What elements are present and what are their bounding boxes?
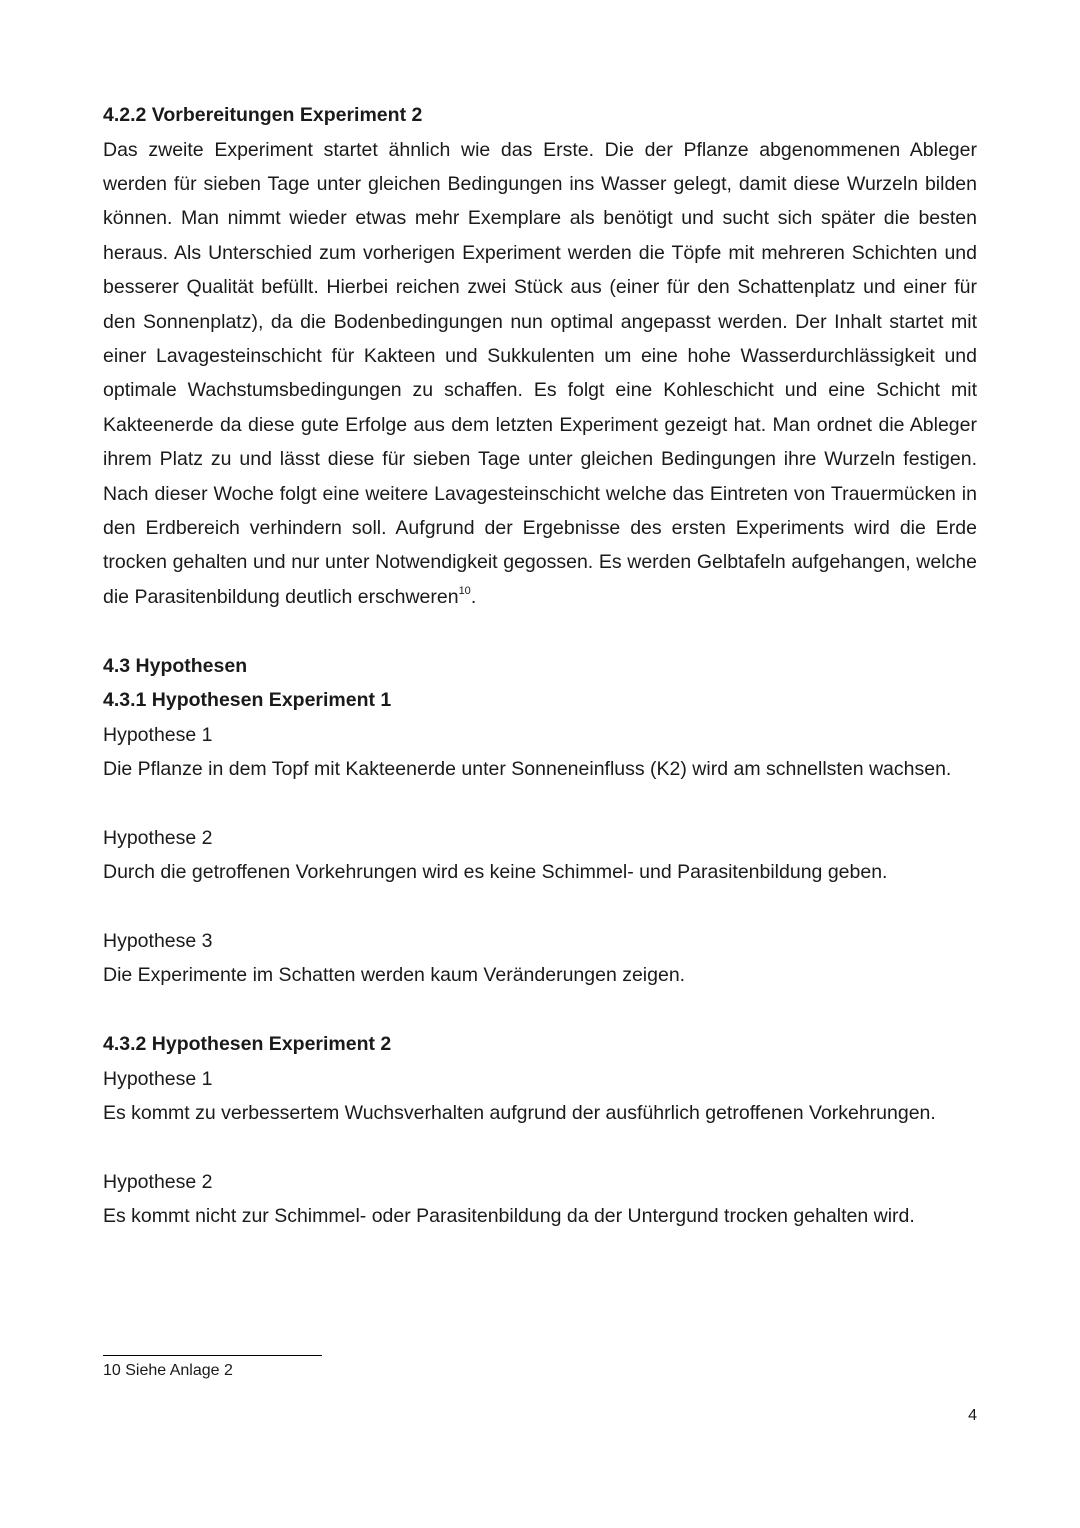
- hypothesis-text: Es kommt nicht zur Schimmel- oder Parasitenbildung da der Untergund trocken gehalten wird.: [103, 1205, 915, 1228]
- hypothesis-text: Die Experimente im Schatten werden kaum Veränderungen zeigen.: [103, 964, 686, 987]
- page-number: 4: [968, 1407, 977, 1424]
- section-heading-4-3: 4.3 Hypothesen: [103, 654, 248, 677]
- section-heading-4-2-2: 4.2.2 Vorbereitungen Experiment 2: [103, 104, 423, 126]
- footnote: 10 Siehe Anlage 2: [103, 1362, 233, 1379]
- section-paragraph: [103, 133, 977, 615]
- subsection-heading-4-3-2: 4.3.2 Hypothesen Experiment 2: [103, 1033, 392, 1056]
- hypothesis-label: Hypothese 2: [103, 1170, 213, 1193]
- footnote-reference: 10: [458, 584, 471, 597]
- paragraph-text: Das zweite Experiment startet ähnlich wie das Erste. Die der Pflanze abgenommenen Ableger werden für sieben Tage unter gleichen Bedingungen ins Wasser gelegt, damit diese Wurzeln bilden können. Man nimmt wieder etwas mehr Exemplare als benötigt und sucht sich später die besten heraus. Als Unterschied zum vorherigen Experiment werden die Töpfe mit mehreren Schichten und besserer Qualität befüllt. Hierbei reichen zwei Stück aus (einer für den Schattenplatz und einer für den Sonnenplatz), da die Bodenbedingungen nun optimal angepasst werden. Der Inhalt startet mit einer Lavagesteinschicht für Kakteen und Sukkulenten um eine hohe Wasserdurchlässigkeit und optimale Wachstumsbedingungen zu schaffen. Es folgt eine Kohleschicht und eine Schicht mit Kakteenerde da diese gute Erfolge aus dem letzten Experiment gezeigt hat. Man ordnet die Ableger ihrem Platz zu und lässt diese für sieben Tage unter gleichen Bedingungen ihre Wurzeln festigen. Nach dieser Woche folgt eine weitere Lavagesteinschicht welche das Eintreten von Trauermücken in den Erdbereich verhindern soll. Aufgrund der Ergebnisse des ersten Experiments wird die Erde trocken gehalten und nur unter Notwendigkeit gegossen. Es werden Gelbtafeln aufgehangen, welche die Parasitenbildung deutlich erschweren: [103, 138, 977, 608]
- hypothesis-text: Es kommt zu verbessertem Wuchsverhalten aufgrund der ausführlich getroffenen Vorkehrungen.: [103, 1102, 936, 1125]
- subsection-heading-4-3-1: 4.3.1 Hypothesen Experiment 1: [103, 689, 392, 712]
- hypothesis-label: Hypothese 1: [103, 723, 213, 746]
- page-content: [103, 98, 977, 1234]
- footnote-divider: [103, 1355, 322, 1356]
- paragraph-end: .: [470, 585, 477, 608]
- hypothesis-label: Hypothese 3: [103, 929, 213, 952]
- hypothesis-label: Hypothese 1: [103, 1067, 213, 1090]
- hypothesis-text: Durch die getroffenen Vorkehrungen wird es keine Schimmel- und Parasitenbildung geben.: [103, 861, 888, 884]
- hypothesis-text: Die Pflanze in dem Topf mit Kakteenerde unter Sonneneinfluss (K2) wird am schnellsten wachsen.: [103, 757, 952, 780]
- hypothesis-label: Hypothese 2: [103, 826, 213, 849]
